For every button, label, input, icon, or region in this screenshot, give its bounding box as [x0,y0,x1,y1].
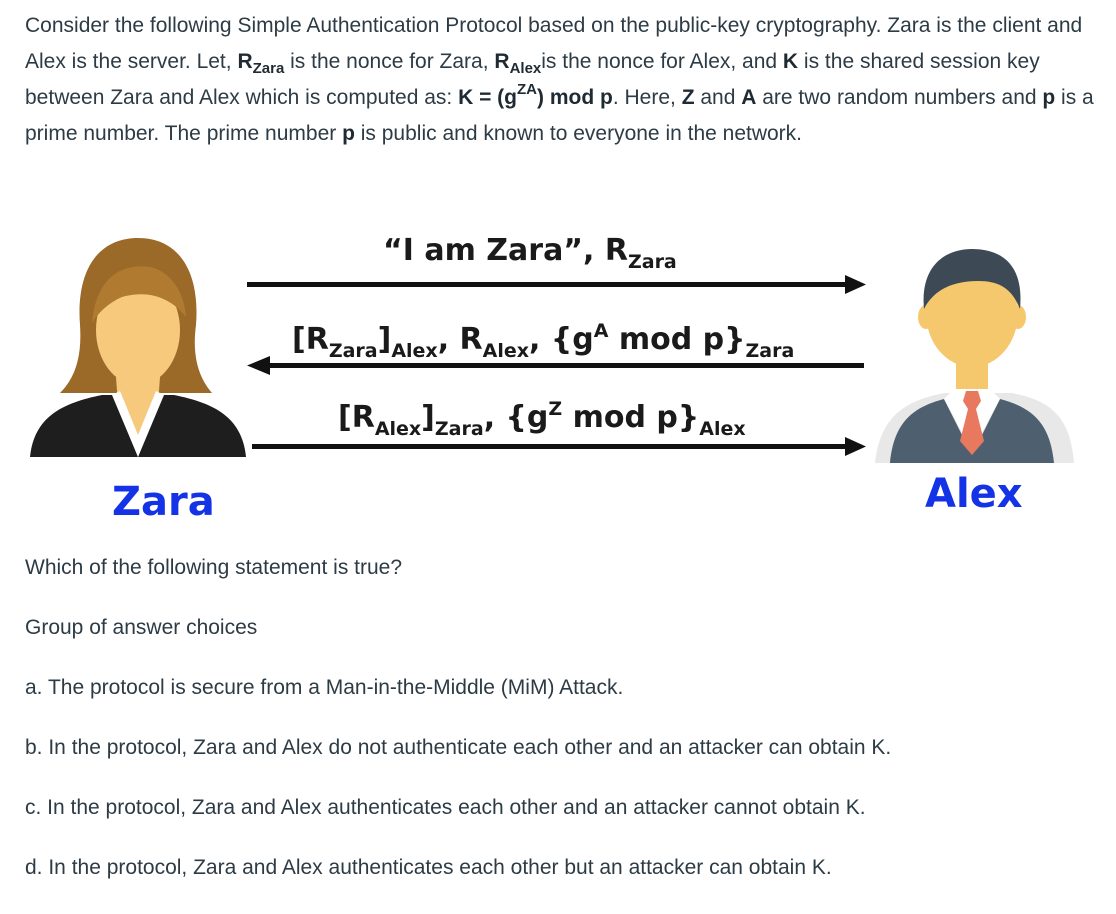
intro-text: is the nonce for Alex, and [541,50,783,73]
intro-text: and [694,86,742,109]
client-name-label: Zara [112,479,215,525]
intro-text: is the shared session key between Zara and Alex which is computed as: [25,50,1040,109]
intro-text: is public and known to everyone in the network. [354,122,803,145]
key-formula: $K = (g^{ZA})$ mod p [458,81,613,109]
protocol-diagram [0,205,1116,535]
answer-choice-c[interactable]: c. In the protocol, Zara and Alex authenticates each other and an attacker cannot obtain K. [25,796,866,819]
var-z: Z [681,86,695,109]
intro-text: Consider the following Simple Authentication Protocol based on the public-key cryptography. Zara is the client and Alex is the server. Let, [25,14,1083,73]
message-2: $[R_{Zara}]_{Alex}$, $R_{Alex}$, {$g^A$ mod $p\}_{Zara}$ [292,320,795,362]
var-a: A [741,86,757,109]
answer-choice-d[interactable]: d. In the protocol, Zara and Alex authenticates each other but an attacker can obtain K. [25,856,832,879]
answer-group-label: Group of answer choices [25,616,258,639]
intro-text: are two random numbers and [756,86,1043,109]
answer-choice-a[interactable]: a. The protocol is secure from a Man-in-the-Middle (MiM) Attack. [25,676,624,699]
zara-avatar [30,238,246,457]
question-prompt: Which of the following statement is true? [25,556,403,579]
answer-choice-b[interactable]: b. In the protocol, Zara and Alex do not authenticate each other and an attacker can obtain K. [25,736,892,759]
nonce-alex: $R_{Alex}$ [494,50,542,77]
server-name-label: Alex [925,471,1023,517]
var-p: p [342,122,355,145]
key-symbol: K [782,50,799,73]
var-p: p [1042,86,1056,109]
intro-paragraph [25,8,1105,152]
message-3: $[R_{Alex}]_{Zara}$, {$g^Z$ mod $p\}_{Alex}$ [338,398,746,440]
alex-avatar [875,249,1074,463]
message-1: “I am Zara”, $R_{Zara}$ [383,233,677,273]
nonce-zara: $R_{Zara}$ [237,50,285,77]
intro-text: is a prime number. The prime number [25,86,1094,145]
intro-text: . Here, [612,86,682,109]
intro-text: is the nonce for Zara, [284,50,495,73]
